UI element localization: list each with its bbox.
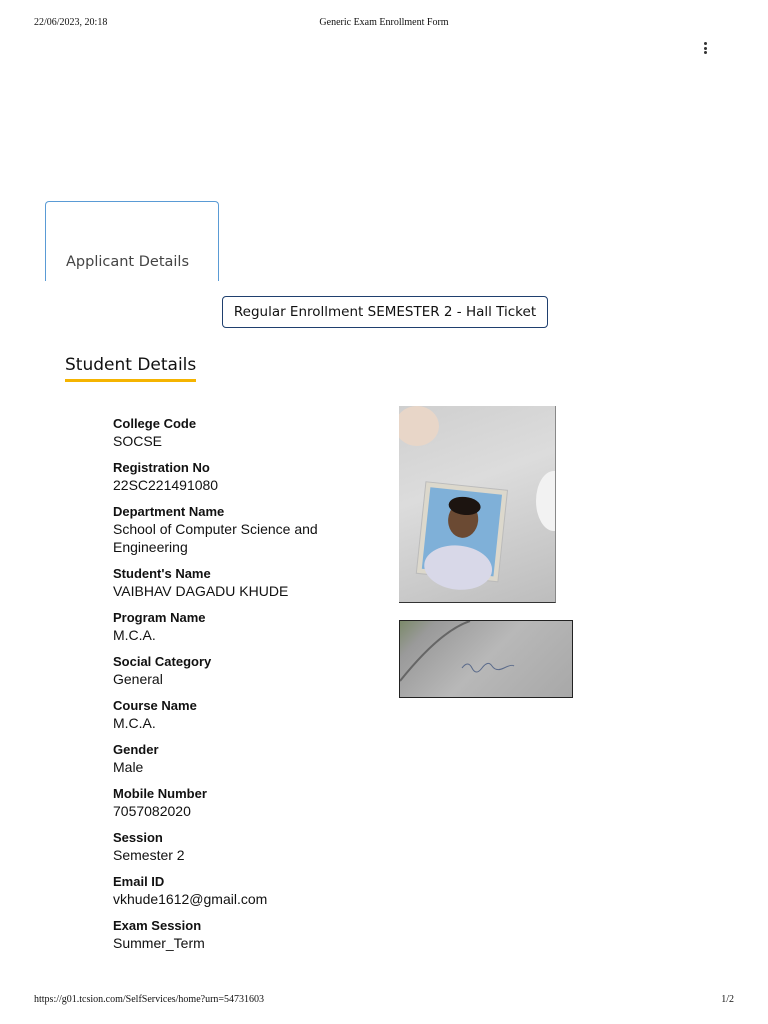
field-value: VAIBHAV DAGADU KHUDE <box>113 583 289 599</box>
field-social-category <box>113 654 363 688</box>
more-vertical-icon[interactable] <box>700 41 710 55</box>
print-title: Generic Exam Enrollment Form <box>319 17 449 28</box>
field-gender <box>113 742 363 776</box>
field-student-name <box>113 566 363 600</box>
signature-image <box>400 621 573 698</box>
field-label: Course Name <box>113 698 197 713</box>
field-value: Summer_Term <box>113 935 205 951</box>
student-details-list <box>113 416 363 962</box>
page-number: 1/2 <box>721 994 734 1005</box>
field-college-code <box>113 416 363 450</box>
field-value: M.C.A. <box>113 715 156 731</box>
field-label: Social Category <box>113 654 212 669</box>
section-title: Student Details <box>65 355 196 382</box>
student-photo-image <box>399 406 556 603</box>
field-program-name <box>113 610 363 644</box>
field-mobile-number <box>113 786 363 820</box>
field-session <box>113 830 363 864</box>
field-label: Email ID <box>113 874 165 889</box>
tab-label: Applicant Details <box>66 254 189 270</box>
field-value: 7057082020 <box>113 803 191 819</box>
field-label: Department Name <box>113 504 225 519</box>
field-exam-session <box>113 918 363 952</box>
field-label: Exam Session <box>113 918 202 933</box>
field-label: Gender <box>113 742 159 757</box>
field-course-name <box>113 698 363 732</box>
hall-ticket-button[interactable]: Regular Enrollment SEMESTER 2 - Hall Ticket <box>222 296 548 328</box>
print-header <box>34 17 734 31</box>
field-value: Semester 2 <box>113 847 185 863</box>
student-photo <box>399 406 556 603</box>
field-value: Male <box>113 759 144 775</box>
field-label: Mobile Number <box>113 786 207 801</box>
field-label: Registration No <box>113 460 210 475</box>
field-value: M.C.A. <box>113 627 156 643</box>
field-label: Student's Name <box>113 566 211 581</box>
field-label: Program Name <box>113 610 206 625</box>
field-registration-no <box>113 460 363 494</box>
print-url: https://g01.tcsion.com/SelfServices/home?urn=54731603 <box>34 994 265 1005</box>
student-signature <box>399 620 573 698</box>
field-value: vkhude1612@gmail.com <box>113 891 268 907</box>
field-value: General <box>113 671 163 687</box>
print-footer <box>34 994 734 1008</box>
field-value: SOCSE <box>113 433 163 449</box>
field-label: College Code <box>113 416 197 431</box>
field-email-id <box>113 874 363 908</box>
print-datetime: 22/06/2023, 20:18 <box>34 17 108 28</box>
field-value: 22SC221491080 <box>113 477 219 493</box>
field-department-name <box>113 504 363 556</box>
field-label: Session <box>113 830 163 845</box>
field-value: School of Computer Science and Engineering <box>113 521 318 555</box>
